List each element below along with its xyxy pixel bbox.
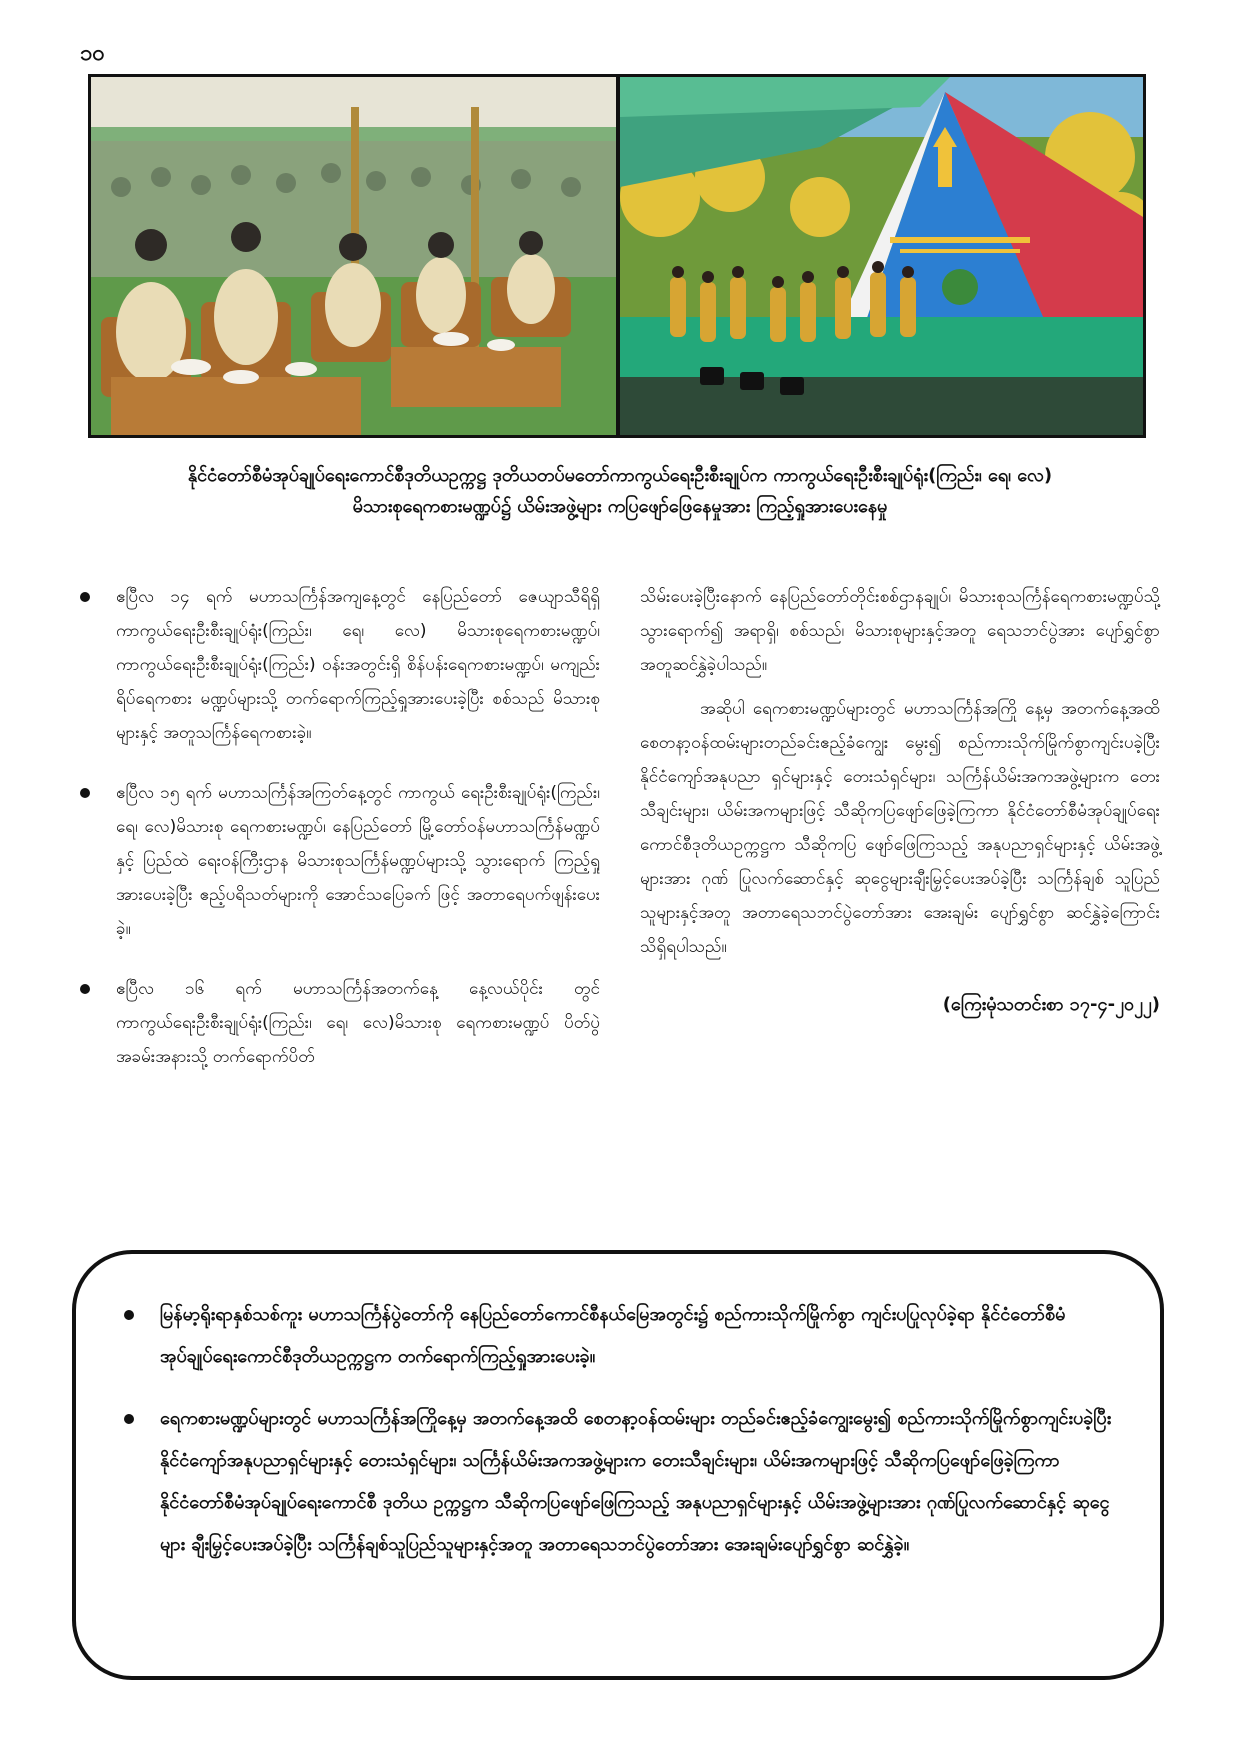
bullet-icon bbox=[124, 1310, 134, 1320]
caption-line-2: မိသားစုရေကစားမဏ္ဍပ်၌ ယိမ်းအဖွဲ့များ ကပြဖျော်ဖြေနေမှုအား ကြည့်ရှုအားပေးနေမှု bbox=[352, 496, 888, 517]
list-item bbox=[80, 972, 600, 1074]
bullet-icon bbox=[80, 984, 90, 994]
bullet-icon bbox=[80, 788, 90, 798]
bullet-icon bbox=[124, 1414, 134, 1424]
right-column bbox=[640, 580, 1160, 1022]
caption-line-1: နိုင်ငံတော်စီမံအုပ်ချုပ်ရေးကောင်စီဒုတိယဥက္ကဋ္ဌ ဒုတိယတပ်မတော်ကာကွယ်ရေးဦးစီးချုပ်က ကာကွယ်ရေးဦးစီးချုပ်ရုံး(ကြည်း၊ ရေ၊ လေ) bbox=[187, 465, 1053, 486]
dance-performance-photo bbox=[620, 77, 1143, 435]
photo-caption bbox=[90, 460, 1150, 522]
bullet-icon bbox=[80, 592, 90, 602]
photo-strip bbox=[88, 74, 1146, 438]
page-number: ၁၀ bbox=[80, 41, 105, 66]
left-column bbox=[80, 580, 600, 1100]
summary-item-text: ရေကစားမဏ္ဍပ်များတွင် မဟာသင်္ကြန်အကြိုနေ့မှ အတက်နေ့အထိ စေတနာ့ဝန်ထမ်းများ တည်ခင်းဧည့်ခံကျွေးမွေး၍ စည်ကားသိုက်မြိုက်စွာကျင်းပခဲ့ပြီး နိုင်ငံကျော်အနုပညာရှင်များနှင့် တေးသံရှင်များ၊ သင်္ကြန်ယိမ်းအကအဖွဲ့များက တေးသီချင်းများ၊ ယိမ်းအကများဖြင့် သီဆိုကပြဖျော်ဖြေခဲ့ကြကာ နိုင်ငံတော်စီမံအုပ်ချုပ်ရေးကောင်စီ ဒုတိယ ဥက္ကဋ္ဌက သီဆိုကပြဖျော်ဖြေကြသည့် အနုပညာရှင်များနှင့် ယိမ်းအဖွဲ့များအား ဂုဏ်ပြုလက်ဆောင်နှင့် ဆုငွေများ ချီးမြှင့်ပေးအပ်ခဲ့ပြီး သင်္ကြန်ချစ်သူပြည်သူများနှင့်အတူ အတာရေသဘင်ပွဲတော်အား အေးချမ်းပျော်ရွှင်စွာ ဆင်နွှဲခဲ့။ bbox=[160, 1408, 1112, 1555]
left-bullet-list bbox=[80, 580, 600, 1074]
list-item-text: ဧပြီလ ၁၄ ရက် မဟာသင်္ကြန်အကျနေ့တွင် နေပြည်တော် ဇေယျာသီရိရှိ ကာကွယ်ရေးဦးစီးချုပ်ရုံး(ကြည်း၊ ရေ၊ လေ) မိသားစုရေကစားမဏ္ဍပ်၊ ကာကွယ်ရေးဦးစီးချုပ်ရုံး(ကြည်း) ဝန်းအတွင်းရှိ စိန်ပန်းရေကစားမဏ္ဍပ်၊ မကျည်းရိပ်ရေကစား မဏ္ဍပ်များသို့ တက်ရောက်ကြည့်ရှုအားပေးခဲ့ပြီး စစ်သည် မိသားစုများနှင့် အတူသင်္ကြန်ရေကစားခဲ့။ bbox=[116, 587, 600, 743]
body-paragraph: သိမ်းပေးခဲ့ပြီးနောက် နေပြည်တော်တိုင်းစစ်ဌာနချုပ်၊ မိသားစုသင်္ကြန်ရေကစားမဏ္ဍပ်သို့ သွားရောက်၍ အရာရှိ၊ စစ်သည်၊ မိသားစုများနှင့်အတူ ရေသဘင်ပွဲအား ပျော်ရွှင်စွာ အတူဆင်နွှဲခဲ့ပါသည်။ bbox=[640, 587, 1160, 675]
officials-watching-photo bbox=[91, 77, 620, 435]
source-citation: (ကြေးမုံသတင်းစာ ၁၇-၄-၂၀၂၂) bbox=[942, 994, 1160, 1015]
list-item bbox=[124, 1294, 1112, 1378]
summary-box bbox=[72, 1250, 1164, 1680]
summary-item-text: မြန်မာ့ရိုးရာနှစ်သစ်ကူး မဟာသင်္ကြန်ပွဲတော်ကို နေပြည်တော်ကောင်စီနယ်မြေအတွင်း၌ စည်ကားသိုက်မြိုက်စွာ ကျင်းပပြုလုပ်ခဲ့ရာ နိုင်ငံတော်စီမံအုပ်ချုပ်ရေးကောင်စီဒုတိယဥက္ကဋ္ဌက တက်ရောက်ကြည့်ရှုအားပေးခဲ့။ bbox=[160, 1304, 1066, 1367]
list-item-text: ဧပြီလ ၁၆ ရက် မဟာသင်္ကြန်အတက်နေ့ နေ့လယ်ပိုင်း တွင် ကာကွယ်ရေးဦးစီးချုပ်ရုံး(ကြည်း၊ ရေ၊ လေ)မိသားစု ရေကစားမဏ္ဍပ် ပိတ်ပွဲအခမ်းအနားသို့ တက်ရောက်ပိတ် bbox=[116, 979, 600, 1067]
list-item-text: ဧပြီလ ၁၅ ရက် မဟာသင်္ကြန်အကြတ်နေ့တွင် ကာကွယ် ရေးဦးစီးချုပ်ရုံး(ကြည်း၊ ရေ၊ လေ)မိသားစု ရေကစားမဏ္ဍပ်၊ နေပြည်တော် မြို့တော်ဝန်မဟာသင်္ကြန်မဏ္ဍပ်နှင့် ပြည်ထဲ ရေးဝန်ကြီးဌာန မိသားစုသင်္ကြန်မဏ္ဍပ်များသို့ သွားရောက် ကြည့်ရှုအားပေးခဲ့ပြီး ဧည့်ပရိသတ်များကို အောင်သပြေခက် ဖြင့် အတာရေပက်ဖျန်းပေးခဲ့။ bbox=[116, 783, 600, 939]
list-item bbox=[80, 776, 600, 946]
summary-bullet-list bbox=[124, 1294, 1112, 1566]
list-item bbox=[124, 1398, 1112, 1566]
body-paragraph: အဆိုပါ ရေကစားမဏ္ဍပ်များတွင် မဟာသင်္ကြန်အကြို နေ့မှ အတက်နေ့အထိ စေတနာ့ဝန်ထမ်းများတည်ခင်းဧည့်ခံကျွေး မွေး၍ စည်ကားသိုက်မြိုက်စွာကျင်းပခဲ့ပြီး နိုင်ငံကျော်အနုပညာ ရှင်များနှင့် တေးသံရှင်များ၊ သင်္ကြန်ယိမ်းအကအဖွဲ့များက တေး သီချင်းများ၊ ယိမ်းအကများဖြင့် သီဆိုကပြဖျော်ဖြေခဲ့ကြကာ နိုင်ငံတော်စီမံအုပ်ချုပ်ရေးကောင်စီဒုတိယဥက္ကဋ္ဌက သီဆိုကပြ ဖျော်ဖြေကြသည့် အနုပညာရှင်များနှင့် ယိမ်းအဖွဲ့များအား ဂုဏ် ပြုလက်ဆောင်နှင့် ဆုငွေများချီးမြှင့်ပေးအပ်ခဲ့ပြီး သင်္ကြန်ချစ် သူပြည်သူများနှင့်အတူ အတာရေသဘင်ပွဲတော်အား အေးချမ်း ပျော်ရွှင်စွာ ဆင်နွှဲခဲ့ကြောင်း သိရှိရပါသည်။ bbox=[640, 699, 1160, 957]
list-item bbox=[80, 580, 600, 750]
